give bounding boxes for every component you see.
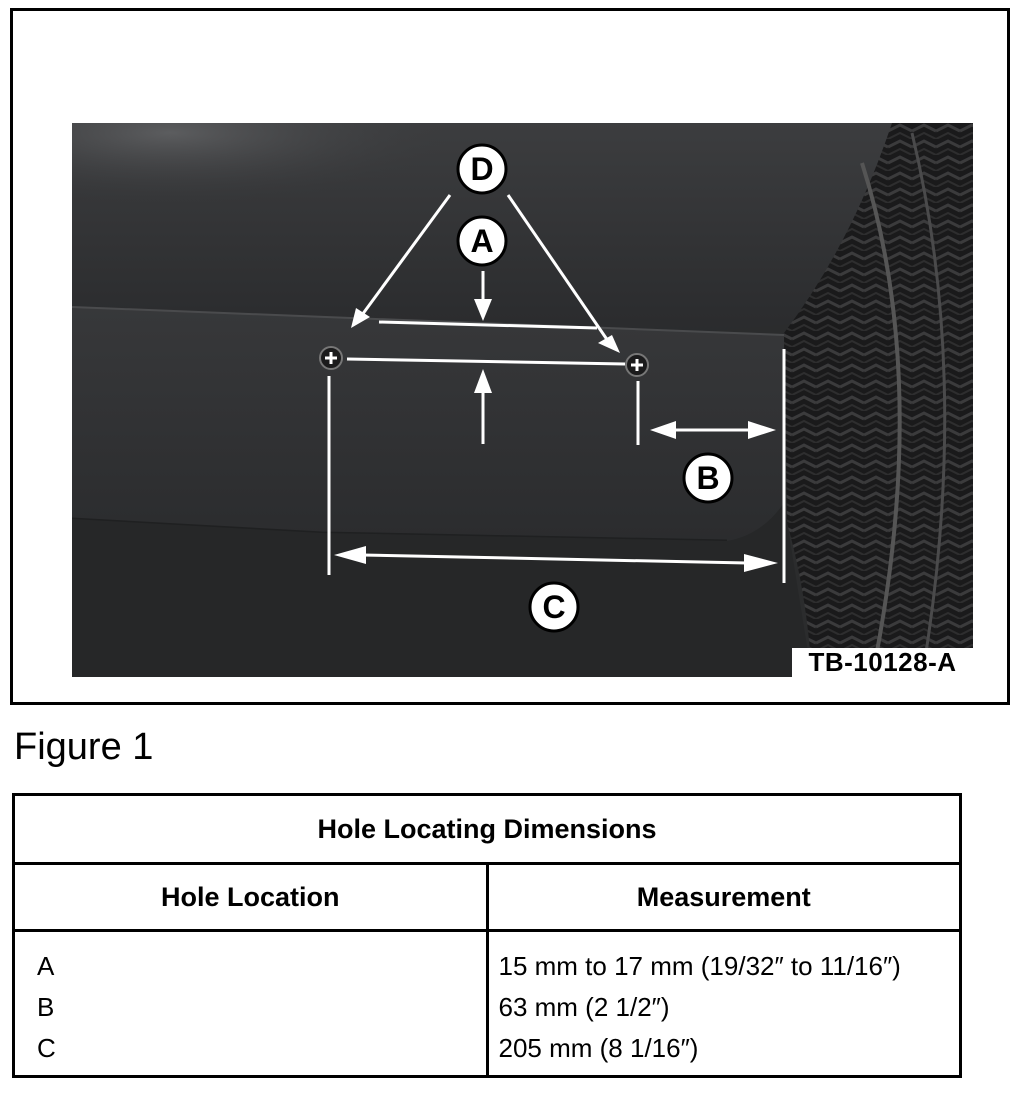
table-row-location: B	[37, 992, 55, 1022]
table-row-measurement: 63 mm (2 1/2″)	[498, 992, 670, 1022]
column-header-measurement: Measurement	[487, 864, 961, 931]
table-row-location: C	[37, 1033, 56, 1063]
callout-a-label: A	[470, 223, 494, 259]
figure-frame	[10, 8, 1010, 705]
figure-code-label: TB-10128-A	[792, 648, 973, 677]
hole-location-cell	[14, 931, 488, 1077]
column-header-hole-location: Hole Location	[14, 864, 488, 931]
dimensions-table	[12, 793, 962, 1078]
table-row-measurement: 15 mm to 17 mm (19/32″ to 11/16″)	[498, 951, 901, 981]
callout-d-label: D	[470, 151, 494, 187]
table-title: Hole Locating Dimensions	[14, 795, 961, 864]
callout-b-label: B	[696, 460, 720, 496]
callout-c-label: C	[542, 589, 566, 625]
table-row-measurement: 205 mm (8 1/16″)	[498, 1033, 699, 1063]
table-row-location: A	[37, 951, 55, 981]
vehicle-photo	[72, 123, 973, 677]
measurement-cell	[487, 931, 961, 1077]
figure-caption: Figure 1	[14, 726, 154, 768]
